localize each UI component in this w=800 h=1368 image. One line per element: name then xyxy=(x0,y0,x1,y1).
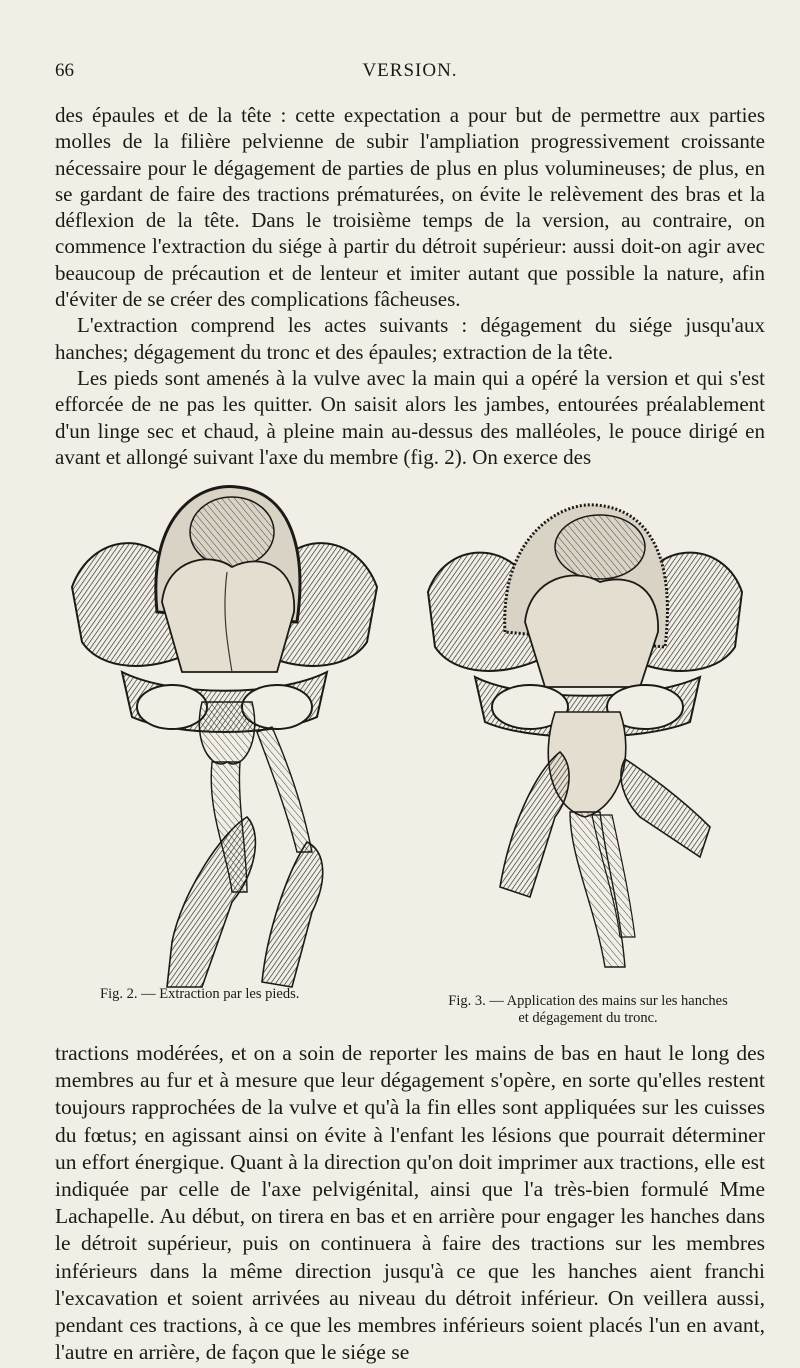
body-text-bottom xyxy=(55,1040,765,1366)
page-header xyxy=(55,60,765,90)
figure-3-caption-line2: et dégagement du tronc. xyxy=(518,1010,658,1026)
page-number: 66 xyxy=(55,60,74,81)
figure-3-illustration xyxy=(420,497,750,992)
pelvis-engraving-right xyxy=(420,497,750,992)
running-title: VERSION. xyxy=(362,60,458,81)
body-text-top xyxy=(55,102,765,470)
figure-3-caption xyxy=(418,993,758,1027)
paragraph: des épaules et de la tête : cette expectation a pour but de permettre aux parties molles de la filière pelvienne de subir l'ampliation progressivement croissante nécessaire pour le dégagement de parties de plus en plus volumineuses; de plus, en se gardant de faire des tractions prématurées, on évite le relèvement des bras et la déflexion de la tête. Dans le troisième temps de la version, au contraire, on commence l'extraction du siége à partir du détroit supérieur: aussi doit-on agir avec beaucoup de précaution et de lenteur et imiter autant que possible la nature, afin d'éviter de se créer des complications fâcheuses. xyxy=(55,103,765,312)
pelvis-engraving-left xyxy=(62,472,387,992)
paragraph: L'extraction comprend les actes suivants : dégagement du siége jusqu'aux hanches; dégagement du tronc et des épaules; extraction de la tête. xyxy=(55,313,765,364)
figure-2-illustration xyxy=(62,472,387,992)
paragraph: Les pieds sont amenés à la vulve avec la main qui a opéré la version et qui s'est efforcée de ne pas les quitter. On saisit alors les jambes, entourées préalablement d'un linge sec et chaud, à pleine main au-dessus des malléoles, le pouce dirigé en avant et allongé suivant l'axe du membre (fig. 2). On exerce des xyxy=(55,365,765,469)
figure-3-caption-line1: Fig. 3. — Application des mains sur les hanches xyxy=(448,993,728,1009)
figure-2-caption: Fig. 2. — Extraction par les pieds. xyxy=(100,986,300,1002)
paragraph: tractions modérées, et on a soin de reporter les mains de bas en haut le long des membres au fur et à mesure que leur dégagement s'opère, en sorte qu'elles restent toujours rapprochées de la vulve et qu'à la fin elles sont appliquées sur les cuisses du fœtus; en agissant ainsi on évite à l'enfant les lésions que pourrait déterminer un effort énergique. Quant à la direction qu'on doit imprimer aux tractions, elle est indiquée par celle de l'axe pelvigénital, ainsi que l'a très-bien formulé Mme Lachapelle. Au début, on tirera en bas et en arrière pour engager les hanches dans le détroit supérieur, puis on continuera à faire des tractions sur les membres inférieurs dans la même direction jusqu'à ce que les hanches aient franchi l'excavation et soient arrivées au niveau du détroit inférieur. On veillera aussi, pendant ces tractions, à ce que les membres inférieurs soient placés l'un en avant, l'autre en arrière, de façon que le siége se xyxy=(55,1041,765,1365)
